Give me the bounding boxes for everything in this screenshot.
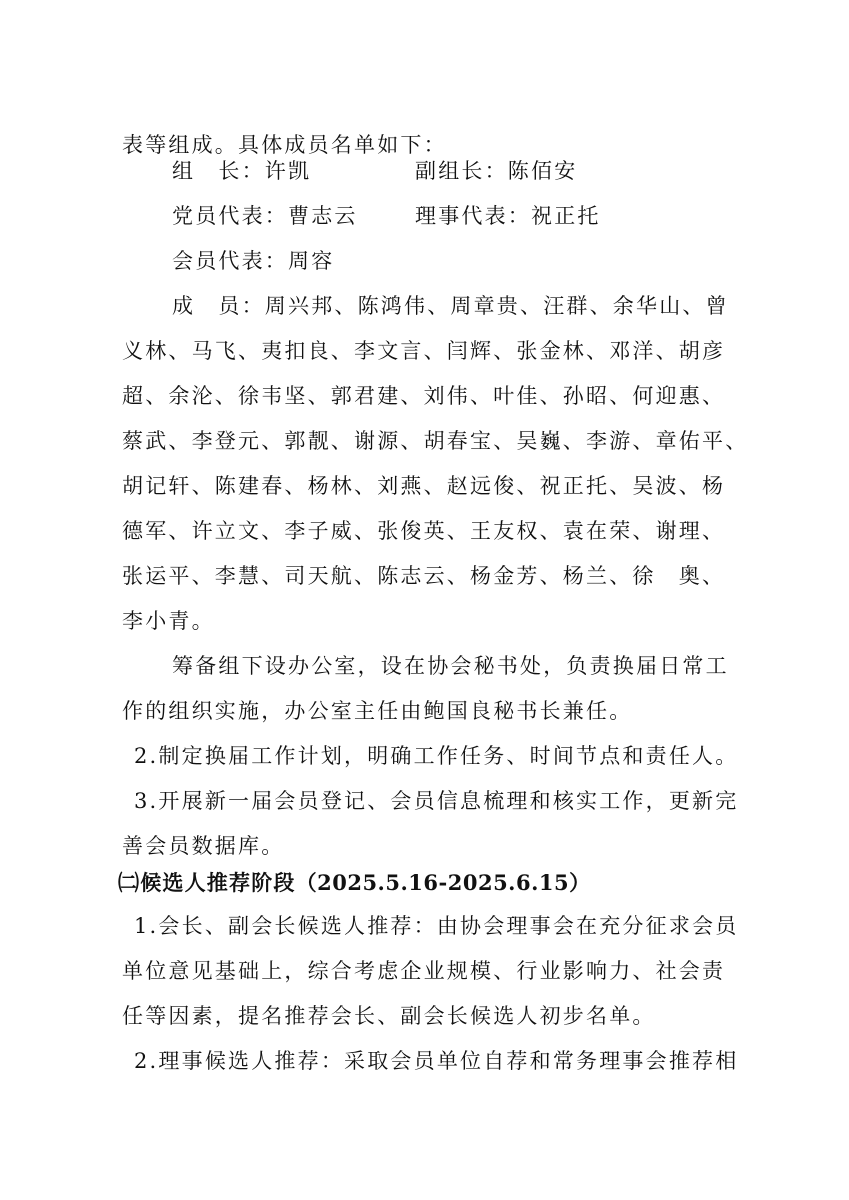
section-2-item-1-line: 1.会长、副会长候选人推荐：由协会理事会在充分征求会员	[134, 914, 739, 938]
members-line: 张运平、李慧、司天航、陈志云、杨金芳、杨兰、徐 奥、	[122, 564, 726, 588]
section-2-date-range: （2025.5.16-2025.6.15）	[295, 870, 591, 895]
office-paragraph-line: 筹备组下设办公室，设在协会秘书处，负责换届日常工	[172, 654, 729, 678]
section-2-title: ㈡候选人推荐阶段	[118, 870, 296, 895]
members-line: 成 员：周兴邦、陈鸿伟、周章贵、汪群、余华山、曾	[172, 294, 729, 318]
deputy-group-leader: 副组长：陈佰安	[415, 159, 578, 183]
item-2: 2.制定换届工作计划，明确工作任务、时间节点和责任人。	[134, 744, 739, 768]
item-3-line: 善会员数据库。	[122, 834, 285, 858]
section-2-heading	[118, 870, 591, 896]
members-line: 胡记轩、陈建春、杨林、刘燕、赵远俊、祝正托、吴波、杨	[122, 474, 726, 498]
representative-row	[172, 203, 772, 229]
members-line: 李小青。	[122, 609, 215, 633]
section-2-item-1-line: 单位意见基础上，综合考虑企业规模、行业影响力、社会责	[122, 959, 726, 983]
group-leader: 组 长：许凯	[172, 159, 312, 183]
section-2-item-2-line: 2.理事候选人推荐：采取会员单位自荐和常务理事会推荐相	[134, 1049, 739, 1073]
council-representative: 理事代表：祝正托	[415, 204, 601, 228]
member-representative: 会员代表：周容	[172, 249, 335, 273]
members-line: 义林、马飞、夷扣良、李文言、闫辉、张金林、邓洋、胡彦	[122, 339, 726, 363]
office-paragraph-line: 作的组织实施，办公室主任由鲍国良秘书长兼任。	[122, 699, 633, 723]
members-line: 超、余沦、徐韦坚、郭君建、刘伟、叶佳、孙昭、何迎惠、	[122, 384, 726, 408]
section-2-item-1-line: 任等因素，提名推荐会长、副会长候选人初步名单。	[122, 1004, 656, 1028]
members-line: 德军、许立文、李子威、张俊英、王友权、袁在荣、谢理、	[122, 519, 726, 543]
item-3-line: 3.开展新一届会员登记、会员信息梳理和核实工作，更新完	[134, 789, 739, 813]
intro-line: 表等组成。具体成员名单如下：	[122, 133, 447, 157]
members-line: 蔡武、李登元、郭靓、谢源、胡春宝、吴巍、李游、章佑平、	[122, 429, 749, 453]
party-representative: 党员代表：曹志云	[172, 204, 358, 228]
leader-row	[172, 158, 772, 184]
